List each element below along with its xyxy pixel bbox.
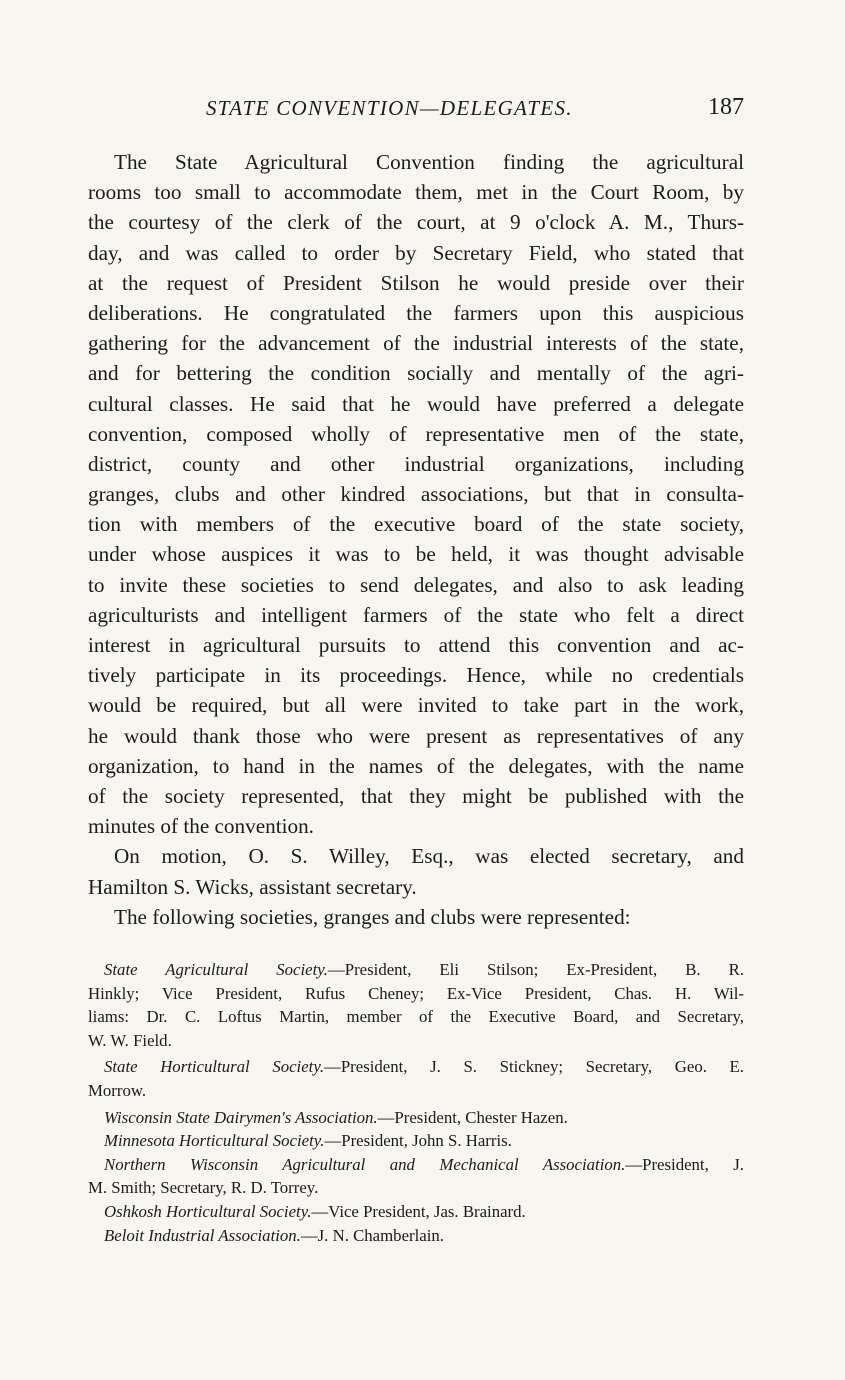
society-entry-line xyxy=(88,1106,744,1130)
society-entry-line xyxy=(88,1055,744,1079)
society-entry-line xyxy=(88,1153,744,1177)
body-text xyxy=(88,147,744,932)
text-line: district, county and other industrial organizations, including xyxy=(88,451,744,476)
society-entry-line: Morrow. xyxy=(88,1080,147,1100)
text-line: organization, to hand in the names of the delegates, with the name xyxy=(88,753,744,778)
society-entry-line: Hinkly; Vice President, Rufus Cheney; Ex-Vice President, Chas. H. Wil- xyxy=(88,983,744,1003)
text-line: the courtesy of the clerk of the court, at 9 o'clock A. M., Thurs- xyxy=(88,210,744,235)
text-line: Hamilton S. Wicks, assistant secretary. xyxy=(88,874,417,899)
society-entry-line xyxy=(88,1129,744,1153)
text-line: granges, clubs and other kindred associations, but that in consulta- xyxy=(88,482,744,507)
society-detail: —J. N. Chamberlain. xyxy=(300,1225,444,1245)
text-line: would be required, but all were invited to take part in the work, xyxy=(88,693,744,718)
society-entry-line xyxy=(88,1224,744,1248)
society-entry-line xyxy=(88,958,744,982)
text-line: rooms too small to accommodate them, met in the Court Room, by xyxy=(88,180,744,205)
text-line: cultural classes. He said that he would have preferred a delegate xyxy=(88,391,744,416)
text-line: under whose auspices it was to be held, it was thought advisable xyxy=(88,542,744,567)
running-head xyxy=(88,96,744,128)
text-line: he would thank those who were present as representatives of any xyxy=(88,723,744,748)
society-detail: —President, J. xyxy=(625,1154,744,1174)
text-line: tively participate in its proceedings. Hence, while no credentials xyxy=(88,663,744,688)
text-line: and for bettering the condition socially and mentally of the agri- xyxy=(88,361,744,386)
text-line: at the request of President Stilson he would preside over their xyxy=(88,270,744,295)
society-name: State Horticultural Society. xyxy=(104,1057,325,1077)
society-name: Minnesota Horticultural Society. xyxy=(104,1131,325,1151)
society-detail: —President, J. S. Stickney; Secretary, Geo. E. xyxy=(324,1057,744,1077)
text-line: to invite these societies to send delegates, and also to ask leading xyxy=(88,572,744,597)
society-detail: —President, John S. Harris. xyxy=(324,1131,512,1151)
society-name: Northern Wisconsin Agricultural and Mechanical Association. xyxy=(104,1154,626,1174)
society-name: State Agricultural Society. xyxy=(104,960,328,979)
text-line: tion with members of the executive board of the state society, xyxy=(88,512,744,537)
text-line: of the society represented, that they might be published with the xyxy=(88,783,744,808)
society-name: Oshkosh Horticultural Society. xyxy=(104,1201,312,1221)
running-head-title: STATE CONVENTION—DELEGATES. xyxy=(206,96,573,120)
society-detail: —Vice President, Jas. Brainard. xyxy=(311,1201,526,1221)
text-line: convention, composed wholly of representative men of the state, xyxy=(88,421,744,446)
society-name: Beloit Industrial Association. xyxy=(104,1225,301,1245)
text-line: interest in agricultural pursuits to attend this convention and ac- xyxy=(88,633,744,657)
society-name: Wisconsin State Dairymen's Association. xyxy=(104,1107,378,1127)
text-line: gathering for the advancement of the industrial interests of the state, xyxy=(88,331,744,356)
text-line: The State Agricultural Convention finding the agricultural xyxy=(114,150,744,174)
society-detail: —President, Eli Stilson; Ex-President, B. R. xyxy=(327,960,744,979)
text-line: day, and was called to order by Secretary Field, who stated that xyxy=(88,240,744,265)
text-line: The following societies, granges and clubs were represented: xyxy=(114,904,631,929)
society-detail: —President, Chester Hazen. xyxy=(377,1107,568,1127)
text-line: agriculturists and intelligent farmers of the state who felt a direct xyxy=(88,602,744,627)
societies-list xyxy=(88,958,744,1247)
text-line: On motion, O. S. Willey, Esq., was elected secretary, and xyxy=(114,844,744,869)
society-entry-line: M. Smith; Secretary, R. D. Torrey. xyxy=(88,1178,319,1198)
text-line: deliberations. He congratulated the farmers upon this auspicious xyxy=(88,300,744,325)
page-number: 187 xyxy=(708,94,744,120)
society-entry-line: liams: Dr. C. Loftus Martin, member of the Executive Board, and Secretary, xyxy=(88,1007,744,1027)
society-entry-line: W. W. Field. xyxy=(88,1030,172,1050)
text-line: minutes of the convention. xyxy=(88,814,314,839)
society-entry-line xyxy=(88,1200,744,1224)
